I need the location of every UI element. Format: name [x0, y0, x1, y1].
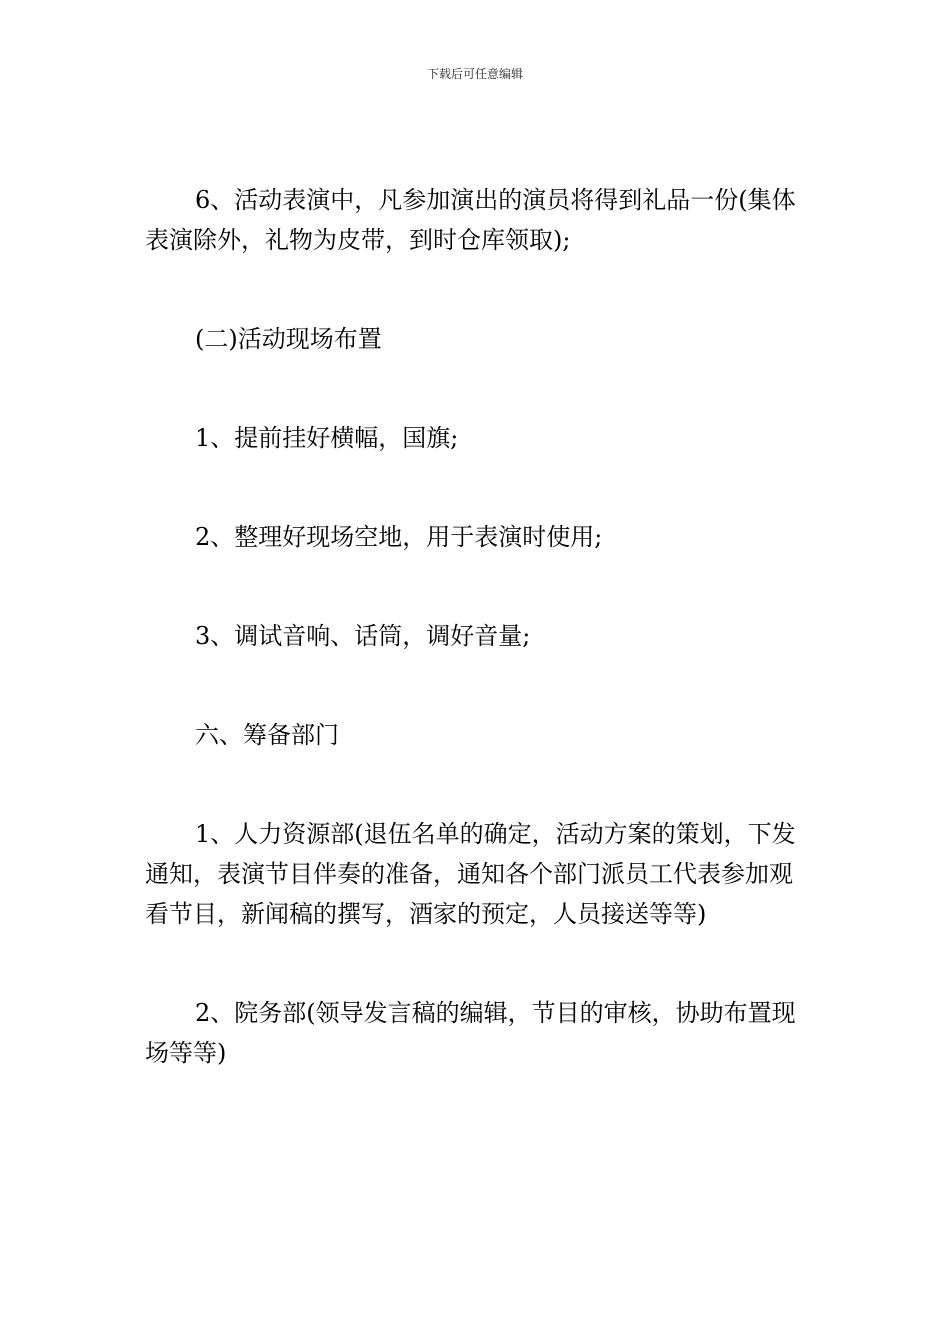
paragraph-gift-note: 6、活动表演中，凡参加演出的演员将得到礼品一份(集体表演除外，礼物为皮带，到时仓库领取); [145, 186, 796, 254]
section-heading-venue-setup: (二)活动现场布置 [195, 325, 382, 353]
section-heading-departments: 六、筹备部门 [195, 721, 339, 749]
paragraph-audio-check: 3、调试音响、话筒，调好音量; [195, 622, 531, 650]
page-header: 下载后可任意编辑 [426, 67, 523, 81]
document-body [145, 180, 807, 1073]
paragraph-admin-department: 2、院务部(领导发言稿的编辑，节目的审核，协助布置现场等等) [145, 999, 796, 1067]
paragraph-hr-department: 1、人力资源部(退伍名单的确定，活动方案的策划，下发通知，表演节目伴奏的准备，通知各个部门派员工代表参加观看节目，新闻稿的撰写，酒家的预定，人员接送等等) [145, 820, 796, 928]
paragraph-banner: 1、提前挂好横幅，国旗; [195, 424, 459, 452]
paragraph-clear-space: 2、整理好现场空地，用于表演时使用; [195, 523, 603, 551]
